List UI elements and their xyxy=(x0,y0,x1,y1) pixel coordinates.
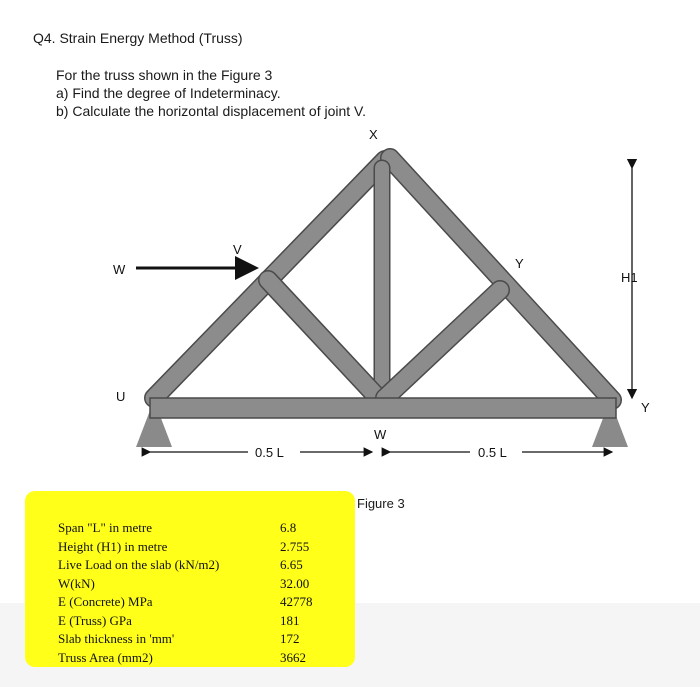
question-title: Q4. Strain Energy Method (Truss) xyxy=(33,30,243,46)
table-row-value: 6.8 xyxy=(280,520,297,535)
figure-caption: Figure 3 xyxy=(357,496,405,511)
label-member-y: Y xyxy=(515,256,524,271)
label-joint-w: W xyxy=(374,427,387,442)
question-intro: For the truss shown in the Figure 3 xyxy=(56,67,273,83)
table-row-value: 172 xyxy=(280,631,300,646)
label-y-direction: Y xyxy=(641,400,650,415)
table-row-value: 42778 xyxy=(280,594,313,609)
question-part-b: b) Calculate the horizontal displacement of joint V. xyxy=(56,103,366,119)
member-left-diagonal xyxy=(268,280,380,400)
table-row-value: 32.00 xyxy=(280,575,310,591)
table-row-label: E (Truss) GPa xyxy=(58,612,132,628)
table-row-label: Height (H1) in metre xyxy=(58,538,168,554)
table-row-value: 3662 xyxy=(280,649,306,665)
label-joint-v: V xyxy=(233,242,242,257)
table-row-value: 6.65 xyxy=(280,557,303,572)
data-table-labels xyxy=(58,519,219,667)
table-row-label: E (Concrete) MPa xyxy=(58,594,153,609)
table-row-value: 2.755 xyxy=(280,538,310,554)
table-row-value: 181 xyxy=(280,612,300,628)
data-table-values xyxy=(280,519,313,667)
label-joint-x: X xyxy=(369,127,378,142)
label-joint-u: U xyxy=(116,389,126,404)
table-row-label: Live Load on the slab (kN/m2) xyxy=(58,557,220,572)
member-right-diagonal xyxy=(385,290,500,398)
label-half-span-left: 0.5 L xyxy=(255,445,284,460)
table-row-label: Slab thickness in 'mm' xyxy=(58,631,175,646)
table-row-label: Span "L" in metre xyxy=(58,520,153,535)
label-load-w: W xyxy=(113,262,126,277)
question-part-a: a) Find the degree of Indeterminacy. xyxy=(56,85,281,101)
member-bottom-chord xyxy=(150,398,616,418)
label-half-span-right: 0.5 L xyxy=(478,445,507,460)
label-h1: H1 xyxy=(621,270,638,285)
table-row-label: Truss Area (mm2) xyxy=(58,649,153,665)
table-row-label: W(kN) xyxy=(58,575,95,591)
